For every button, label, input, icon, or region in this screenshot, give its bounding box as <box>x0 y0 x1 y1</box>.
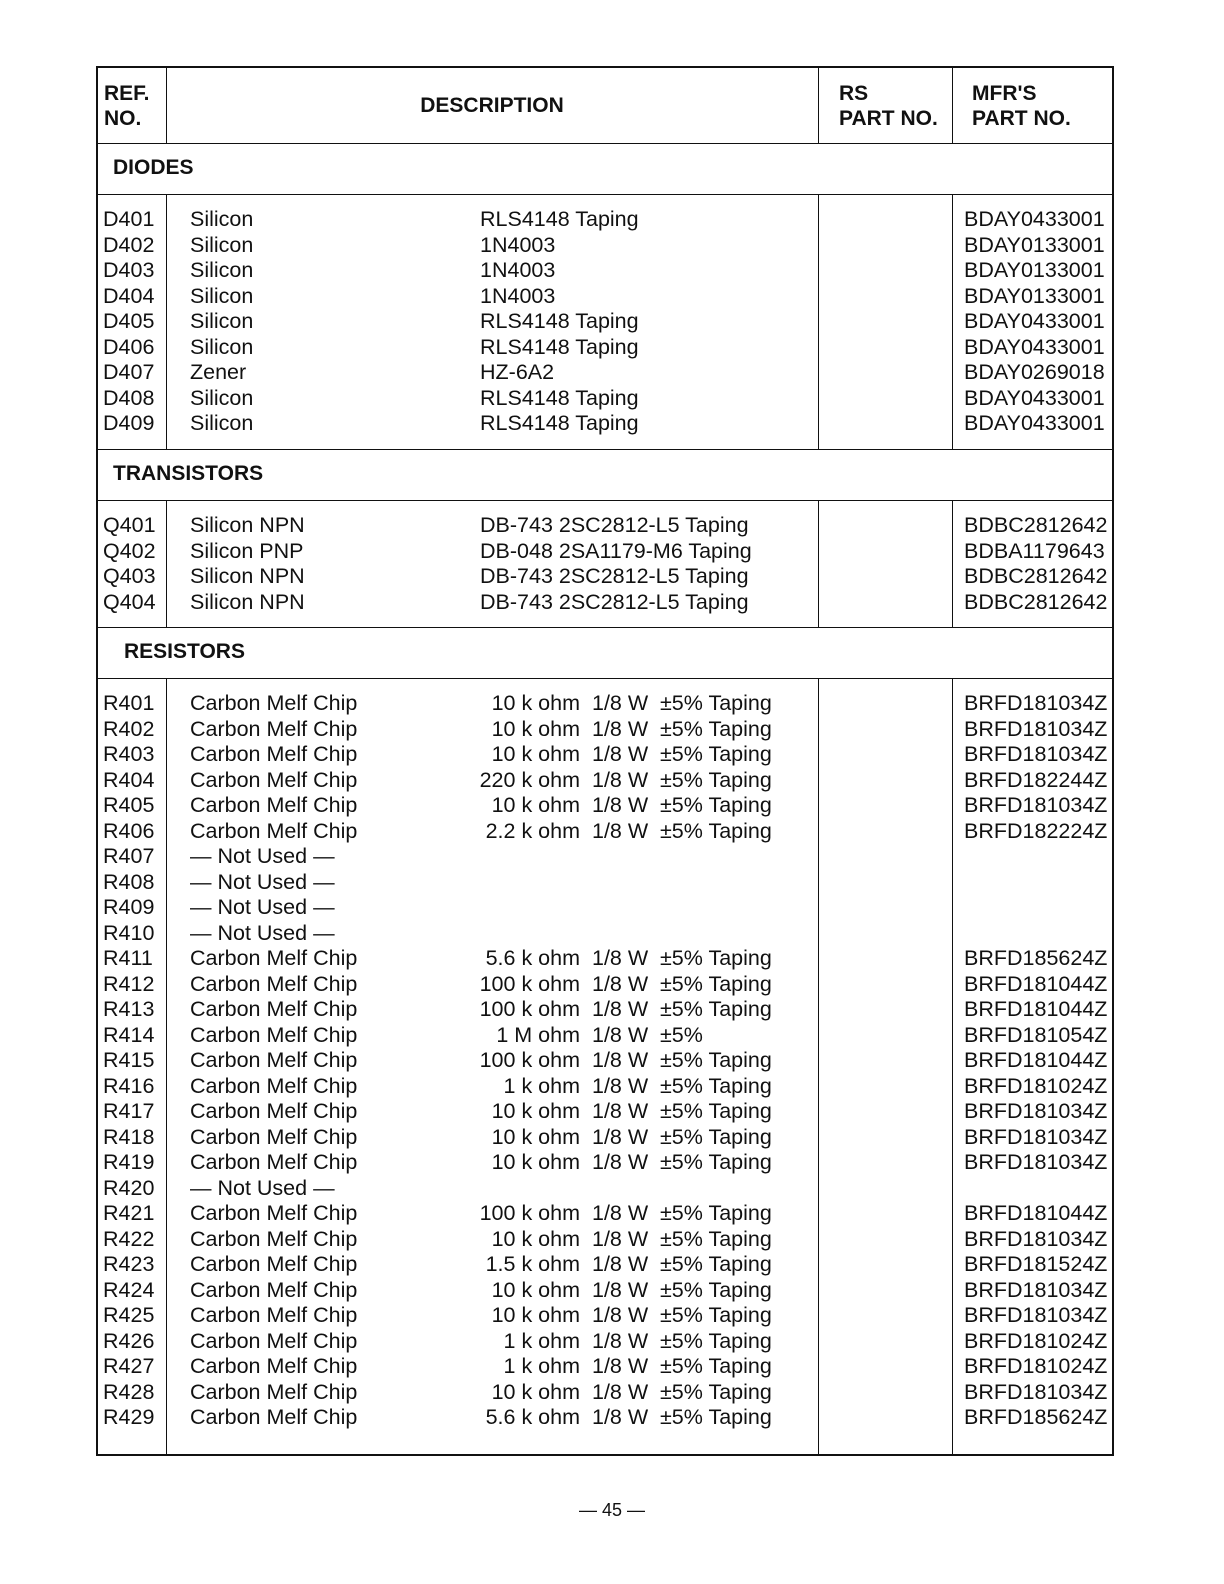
header-description <box>166 93 818 118</box>
table-row <box>98 309 1112 335</box>
description-name: Carbon Melf Chip <box>190 1124 358 1149</box>
ref-no: D406 <box>103 334 155 359</box>
ref-no: R416 <box>103 1073 155 1098</box>
description-name: Carbon Melf Chip <box>190 1379 358 1404</box>
tolerance: ±5% Taping <box>660 742 772 766</box>
tolerance: ±5% Taping <box>660 1048 772 1072</box>
mfr-part-no: BRFD181034Z <box>964 1379 1108 1404</box>
table-row <box>98 921 1112 947</box>
table-row <box>98 1405 1112 1431</box>
resistance-value: 10 k ohm <box>491 742 580 766</box>
mfr-part-no: BRFD181524Z <box>964 1252 1108 1276</box>
ref-no: R405 <box>103 793 155 817</box>
table-row <box>98 793 1112 819</box>
mfr-part-no: BRFD181044Z <box>964 997 1108 1021</box>
ref-no: R409 <box>103 895 155 919</box>
tolerance: ±5% Taping <box>660 971 772 996</box>
table-row <box>98 564 1112 590</box>
power-rating: 1/8 W <box>592 716 649 741</box>
power-rating: 1/8 W <box>592 1124 649 1149</box>
ref-no: D403 <box>103 258 155 282</box>
description-name: Carbon Melf Chip <box>190 997 358 1021</box>
table-row <box>98 1380 1112 1406</box>
ref-no: R419 <box>103 1150 155 1174</box>
mfr-part-no: BRFD181024Z <box>964 1354 1108 1378</box>
resistance-value: 10 k ohm <box>491 691 580 715</box>
tolerance: ±5% Taping <box>660 1073 772 1098</box>
mfr-part-no: BDBC2812642 <box>964 564 1108 588</box>
table-row <box>98 1329 1112 1355</box>
table-row <box>98 1252 1112 1278</box>
description-name: Carbon Melf Chip <box>190 818 358 843</box>
mfr-part-no: BRFD181034Z <box>964 1226 1108 1251</box>
ref-no: R408 <box>103 869 155 894</box>
description-spec: DB-743 2SC2812-L5 Taping <box>480 513 749 537</box>
mfr-part-no: BDAY0269018 <box>964 360 1105 384</box>
power-rating: 1/8 W <box>592 1252 649 1276</box>
header-ref-line2: NO. <box>104 107 142 130</box>
description-spec: RLS4148 Taping <box>480 309 639 333</box>
description-name: Silicon <box>190 283 254 308</box>
power-rating: 1/8 W <box>592 1099 649 1123</box>
ref-no: R417 <box>103 1099 155 1123</box>
mfr-part-no: BDAY0433001 <box>964 411 1105 435</box>
header-description-label: DESCRIPTION <box>420 94 564 117</box>
table-row <box>98 1125 1112 1151</box>
ref-no: R424 <box>103 1277 155 1302</box>
description-name: Silicon <box>190 207 254 231</box>
tolerance: ±5% Taping <box>660 767 772 792</box>
ref-no: R411 <box>103 946 153 970</box>
description-name: Carbon Melf Chip <box>190 716 358 741</box>
description-name: Carbon Melf Chip <box>190 1226 358 1251</box>
description-name: Carbon Melf Chip <box>190 1022 358 1047</box>
description-name: Carbon Melf Chip <box>190 1150 358 1174</box>
tolerance: ±5% Taping <box>660 1226 772 1251</box>
mfr-part-no: BRFD181024Z <box>964 1073 1108 1098</box>
table-row <box>98 1303 1112 1329</box>
table-row <box>98 1201 1112 1227</box>
ref-no: R425 <box>103 1303 155 1327</box>
description-name: Carbon Melf Chip <box>190 1354 358 1378</box>
tolerance: ±5% Taping <box>660 1201 772 1225</box>
description-spec: DB-743 2SC2812-L5 Taping <box>480 589 749 614</box>
mfr-part-no: BDAY0133001 <box>964 232 1105 257</box>
table-row <box>98 946 1112 972</box>
table-row <box>98 360 1112 386</box>
ref-no: R404 <box>103 767 155 792</box>
description-spec: RLS4148 Taping <box>480 334 639 359</box>
resistance-value: 10 k ohm <box>491 1226 580 1251</box>
resistance-value: 1 k ohm <box>503 1328 580 1353</box>
ref-no: Q403 <box>103 564 156 588</box>
mfr-part-no: BDAY0433001 <box>964 309 1105 333</box>
mfr-part-no: BRFD181044Z <box>964 1048 1108 1072</box>
tolerance: ±5% Taping <box>660 997 772 1021</box>
power-rating: 1/8 W <box>592 1379 649 1404</box>
ref-no: R426 <box>103 1328 155 1353</box>
ref-no: R406 <box>103 818 155 843</box>
description-name: Carbon Melf Chip <box>190 1201 358 1225</box>
header-bottom-rule <box>98 143 1112 144</box>
description-name: — Not Used — <box>190 895 335 919</box>
power-rating: 1/8 W <box>592 971 649 996</box>
mfr-part-no: BRFD182244Z <box>964 767 1108 792</box>
power-rating: 1/8 W <box>592 946 649 970</box>
tolerance: ±5% Taping <box>660 1124 772 1149</box>
table-row <box>98 1099 1112 1125</box>
table-row <box>98 1074 1112 1100</box>
ref-no: R402 <box>103 716 155 741</box>
power-rating: 1/8 W <box>592 793 649 817</box>
description-name: — Not Used — <box>190 869 335 894</box>
resistance-value: 100 k ohm <box>479 997 580 1021</box>
mfr-part-no: BDBC2812642 <box>964 589 1108 614</box>
description-name: Carbon Melf Chip <box>190 1303 358 1327</box>
description-name: Carbon Melf Chip <box>190 691 358 715</box>
section-title-transistors: TRANSISTORS <box>113 462 264 485</box>
ref-no: D401 <box>103 207 155 231</box>
tolerance: ±5% Taping <box>660 793 772 817</box>
table-row <box>98 539 1112 565</box>
resistance-value: 10 k ohm <box>491 1379 580 1404</box>
description-name: Carbon Melf Chip <box>190 767 358 792</box>
section-title-diodes: DIODES <box>113 156 194 179</box>
description-name: Carbon Melf Chip <box>190 742 358 766</box>
description-spec: HZ-6A2 <box>480 360 555 384</box>
ref-no: R427 <box>103 1354 155 1378</box>
resistance-value: 10 k ohm <box>491 1303 580 1327</box>
power-rating: 1/8 W <box>592 1226 649 1251</box>
ref-no: D407 <box>103 360 155 384</box>
table-row <box>98 590 1112 616</box>
section-title-resistors: RESISTORS <box>124 640 245 663</box>
mfr-part-no: BRFD181034Z <box>964 1303 1108 1327</box>
power-rating: 1/8 W <box>592 997 649 1021</box>
table-row <box>98 411 1112 437</box>
ref-no: D408 <box>103 385 155 410</box>
description-name: Silicon NPN <box>190 564 305 588</box>
page-number: — 45 — <box>578 1500 646 1520</box>
mfr-part-no: BRFD182224Z <box>964 818 1108 843</box>
table-row <box>98 386 1112 412</box>
header-rs-part-no <box>839 81 938 131</box>
table-row <box>98 284 1112 310</box>
table-row <box>98 1354 1112 1380</box>
resistance-value: 10 k ohm <box>491 1124 580 1149</box>
table-row <box>98 1023 1112 1049</box>
table-row <box>98 207 1112 233</box>
table-row <box>98 895 1112 921</box>
table-row <box>98 1278 1112 1304</box>
description-name: — Not Used — <box>190 920 335 945</box>
mfr-part-no: BRFD181034Z <box>964 691 1108 715</box>
mfr-part-no: BRFD181034Z <box>964 1099 1108 1123</box>
ref-no: R420 <box>103 1175 155 1200</box>
ref-no: R415 <box>103 1048 155 1072</box>
ref-no: Q402 <box>103 538 156 563</box>
table-row <box>98 258 1112 284</box>
ref-no: R401 <box>103 691 155 715</box>
power-rating: 1/8 W <box>592 1150 649 1174</box>
resistance-value: 220 k ohm <box>479 767 580 792</box>
ref-no: R429 <box>103 1405 155 1429</box>
header-mfr-line2: PART NO. <box>972 107 1071 130</box>
table-row <box>98 742 1112 768</box>
header-ref-line1: REF. <box>104 82 150 105</box>
tolerance: ±5% Taping <box>660 1379 772 1404</box>
mfr-part-no: BRFD181034Z <box>964 1124 1108 1149</box>
power-rating: 1/8 W <box>592 1048 649 1072</box>
mfr-part-no: BDBA1179643 <box>964 538 1105 563</box>
table-row <box>98 513 1112 539</box>
resistance-value: 1.5 k ohm <box>485 1252 580 1276</box>
resistance-value: 1 k ohm <box>503 1073 580 1098</box>
description-name: Carbon Melf Chip <box>190 1405 358 1429</box>
power-rating: 1/8 W <box>592 691 649 715</box>
mfr-part-no: BDAY0433001 <box>964 207 1105 231</box>
table-row <box>98 768 1112 794</box>
table-row <box>98 717 1112 743</box>
tolerance: ±5% Taping <box>660 1303 772 1327</box>
diodes-title-rule <box>98 194 1112 195</box>
power-rating: 1/8 W <box>592 1328 649 1353</box>
mfr-part-no: BDBC2812642 <box>964 513 1108 537</box>
resistance-value: 1 M ohm <box>496 1022 580 1047</box>
mfr-part-no: BDAY0433001 <box>964 334 1105 359</box>
resistance-value: 5.6 k ohm <box>485 1405 580 1429</box>
mfr-part-no: BRFD181034Z <box>964 742 1108 766</box>
table-row <box>98 1227 1112 1253</box>
description-name: Carbon Melf Chip <box>190 793 358 817</box>
table-row <box>98 819 1112 845</box>
description-spec: 1N4003 <box>480 232 556 257</box>
description-name: Carbon Melf Chip <box>190 1048 358 1072</box>
ref-no: R422 <box>103 1226 155 1251</box>
resistance-value: 10 k ohm <box>491 1150 580 1174</box>
table-row <box>98 1048 1112 1074</box>
transistors-title-rule <box>98 500 1112 501</box>
description-spec: RLS4148 Taping <box>480 385 639 410</box>
description-spec: DB-048 2SA1179-M6 Taping <box>480 538 752 563</box>
tolerance: ±5% Taping <box>660 1277 772 1302</box>
description-name: Carbon Melf Chip <box>190 1277 358 1302</box>
description-spec: RLS4148 Taping <box>480 207 639 231</box>
col-divider-desc <box>818 68 819 144</box>
description-name: Carbon Melf Chip <box>190 1073 358 1098</box>
power-rating: 1/8 W <box>592 742 649 766</box>
description-name: Carbon Melf Chip <box>190 946 358 970</box>
mfr-part-no: BRFD181054Z <box>964 1022 1108 1047</box>
tolerance: ±5% Taping <box>660 946 772 970</box>
table-row <box>98 972 1112 998</box>
parts-list-table <box>96 66 1114 1456</box>
resistance-value: 100 k ohm <box>479 1048 580 1072</box>
ref-no: R407 <box>103 844 155 868</box>
tolerance: ±5% Taping <box>660 691 772 715</box>
description-name: Silicon PNP <box>190 538 304 563</box>
resistors-title-rule <box>98 678 1112 679</box>
header-mfr-line1: MFR'S <box>972 82 1037 105</box>
tolerance: ±5% Taping <box>660 716 772 741</box>
mfr-part-no: BDAY0133001 <box>964 258 1105 282</box>
ref-no: Q404 <box>103 589 156 614</box>
mfr-part-no: BRFD185624Z <box>964 946 1108 970</box>
tolerance: ±5% Taping <box>660 1405 772 1429</box>
power-rating: 1/8 W <box>592 1354 649 1378</box>
ref-no: R423 <box>103 1252 155 1276</box>
power-rating: 1/8 W <box>592 1073 649 1098</box>
table-row <box>98 844 1112 870</box>
ref-no: R428 <box>103 1379 155 1404</box>
ref-no: R421 <box>103 1201 155 1225</box>
table-row <box>98 1150 1112 1176</box>
ref-no: D409 <box>103 411 155 435</box>
description-name: — Not Used — <box>190 844 335 868</box>
table-row <box>98 870 1112 896</box>
col-divider-rs <box>952 68 953 144</box>
header-rs-line1: RS <box>839 82 869 105</box>
description-name: Carbon Melf Chip <box>190 1099 358 1123</box>
power-rating: 1/8 W <box>592 1022 649 1047</box>
mfr-part-no: BRFD181034Z <box>964 793 1108 817</box>
description-name: Silicon <box>190 258 254 282</box>
mfr-part-no: BRFD181034Z <box>964 1150 1108 1174</box>
ref-no: D405 <box>103 309 155 333</box>
description-name: Carbon Melf Chip <box>190 971 358 996</box>
table-row <box>98 335 1112 361</box>
resistance-value: 100 k ohm <box>479 971 580 996</box>
mfr-part-no: BRFD181024Z <box>964 1328 1108 1353</box>
header-mfr-part-no <box>972 81 1071 131</box>
description-spec: DB-743 2SC2812-L5 Taping <box>480 564 749 588</box>
description-spec: 1N4003 <box>480 258 556 282</box>
ref-no: R403 <box>103 742 155 766</box>
resistance-value: 2.2 k ohm <box>485 818 580 843</box>
ref-no: R418 <box>103 1124 155 1149</box>
power-rating: 1/8 W <box>592 1277 649 1302</box>
description-name: Silicon <box>190 309 254 333</box>
tolerance: ±5% Taping <box>660 1099 772 1123</box>
diodes-bottom-rule <box>98 449 1112 450</box>
header-ref-no <box>104 81 150 131</box>
ref-no: Q401 <box>103 513 156 537</box>
ref-no: D402 <box>103 232 155 257</box>
resistance-value: 1 k ohm <box>503 1354 580 1378</box>
power-rating: 1/8 W <box>592 1201 649 1225</box>
tolerance: ±5% Taping <box>660 1354 772 1378</box>
mfr-part-no: BRFD181034Z <box>964 716 1108 741</box>
mfr-part-no: BDAY0133001 <box>964 283 1105 308</box>
tolerance: ±5% Taping <box>660 818 772 843</box>
resistance-value: 10 k ohm <box>491 716 580 741</box>
mfr-part-no: BRFD181044Z <box>964 1201 1108 1225</box>
transistors-bottom-rule <box>98 627 1112 628</box>
resistance-value: 10 k ohm <box>491 1277 580 1302</box>
mfr-part-no: BRFD185624Z <box>964 1405 1108 1429</box>
ref-no: R410 <box>103 920 155 945</box>
power-rating: 1/8 W <box>592 1405 649 1429</box>
tolerance: ±5% Taping <box>660 1150 772 1174</box>
resistance-value: 5.6 k ohm <box>485 946 580 970</box>
description-name: — Not Used — <box>190 1175 335 1200</box>
description-spec: 1N4003 <box>480 283 556 308</box>
tolerance: ±5% <box>660 1022 703 1047</box>
mfr-part-no: BRFD181034Z <box>964 1277 1108 1302</box>
tolerance: ±5% Taping <box>660 1252 772 1276</box>
resistance-value: 10 k ohm <box>491 1099 580 1123</box>
ref-no: D404 <box>103 283 155 308</box>
power-rating: 1/8 W <box>592 767 649 792</box>
power-rating: 1/8 W <box>592 818 649 843</box>
description-name: Silicon NPN <box>190 513 305 537</box>
mfr-part-no: BRFD181044Z <box>964 971 1108 996</box>
resistance-value: 100 k ohm <box>479 1201 580 1225</box>
description-name: Carbon Melf Chip <box>190 1328 358 1353</box>
description-name: Silicon <box>190 385 254 410</box>
table-row <box>98 1176 1112 1202</box>
ref-no: R414 <box>103 1022 155 1047</box>
tolerance: ±5% Taping <box>660 1328 772 1353</box>
description-spec: RLS4148 Taping <box>480 411 639 435</box>
power-rating: 1/8 W <box>592 1303 649 1327</box>
ref-no: R412 <box>103 971 155 996</box>
table-row <box>98 997 1112 1023</box>
description-name: Silicon <box>190 411 254 435</box>
mfr-part-no: BDAY0433001 <box>964 385 1105 410</box>
header-rs-line2: PART NO. <box>839 107 938 130</box>
description-name: Silicon <box>190 232 254 257</box>
table-row <box>98 233 1112 259</box>
description-name: Silicon NPN <box>190 589 305 614</box>
resistance-value: 10 k ohm <box>491 793 580 817</box>
description-name: Silicon <box>190 334 254 359</box>
table-row <box>98 691 1112 717</box>
description-name: Zener <box>190 360 247 384</box>
description-name: Carbon Melf Chip <box>190 1252 358 1276</box>
ref-no: R413 <box>103 997 155 1021</box>
